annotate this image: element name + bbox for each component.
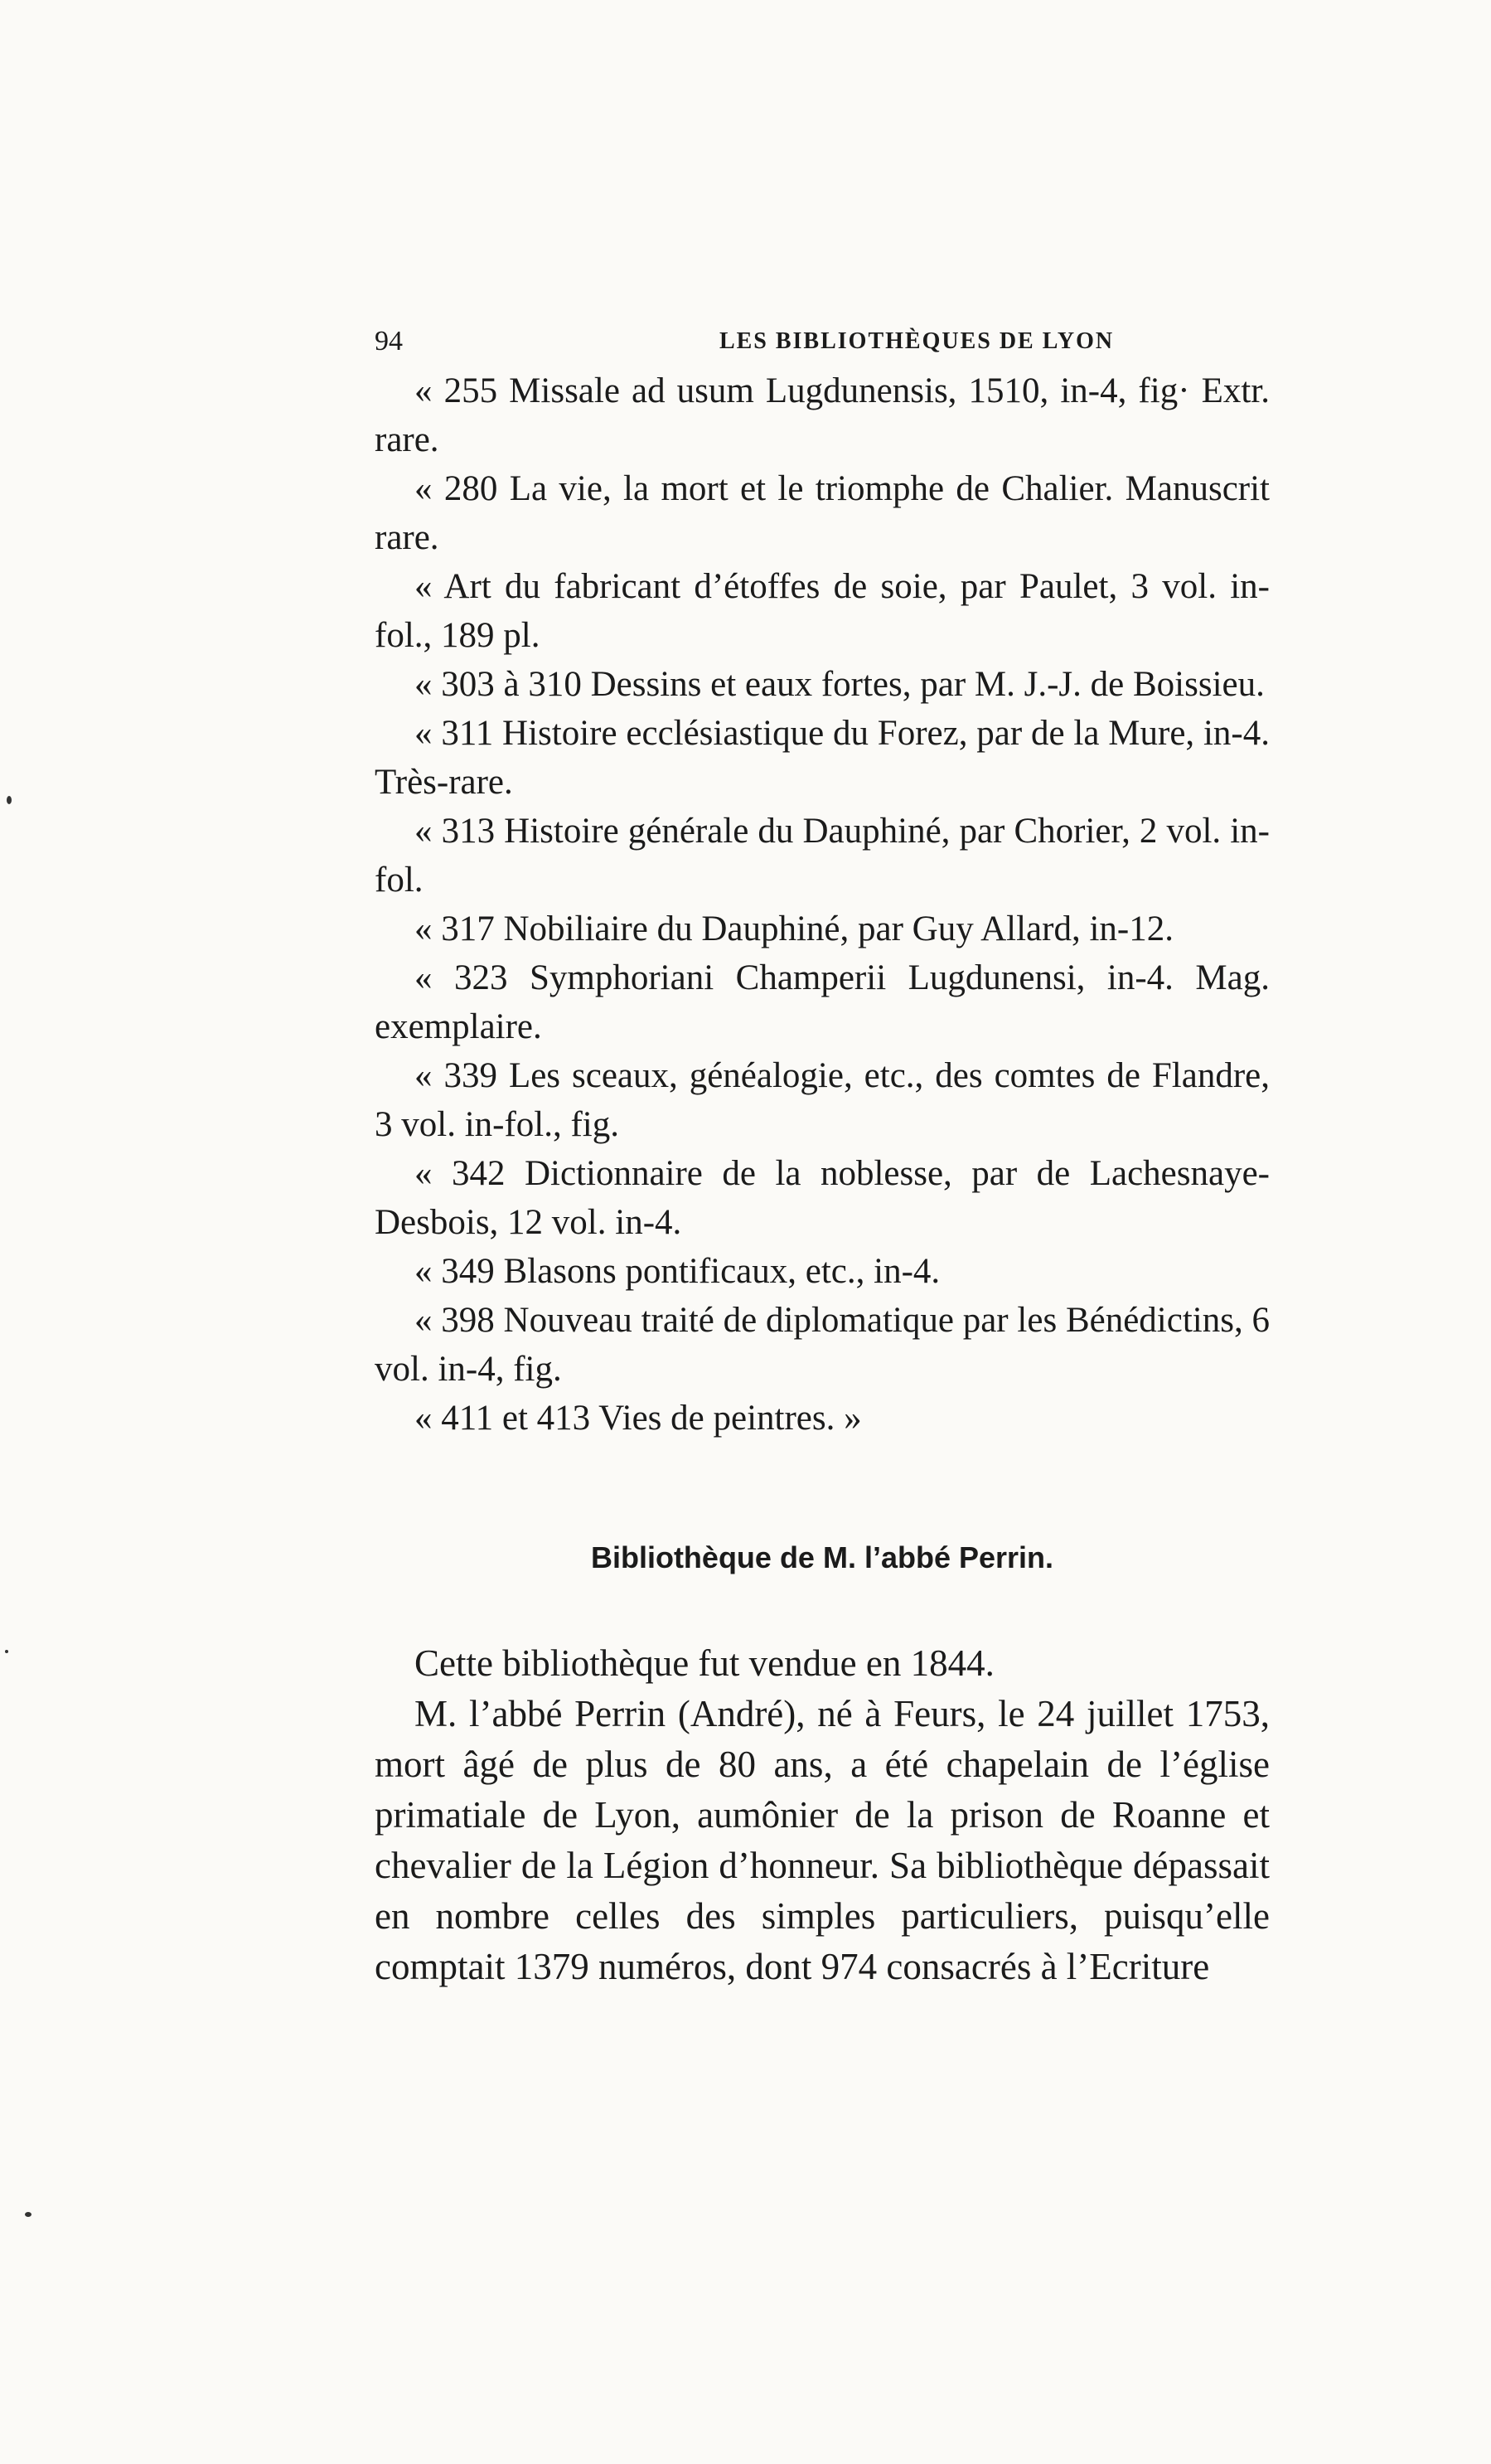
catalogue-entry: « 255 Missale ad usum Lugdunensis, 1510, in-4, fig· Extr. rare. [375,371,1270,459]
catalogue-entry: « 311 Histoire ecclésiastique du Forez, par de la Mure, in-4. Très-rare. [375,714,1270,802]
ink-speck [7,796,12,804]
catalogue-entry: « 313 Histoire générale du Dauphiné, par Chorier, 2 vol. in-fol. [375,812,1270,900]
catalogue-entry: « Art du fabricant d’étoffes de soie, par Paulet, 3 vol. in-fol., 189 pl. [375,567,1270,655]
ink-speck [25,2212,31,2217]
body-text [375,1638,1270,1992]
body-paragraph: M. l’abbé Perrin (André), né à Feurs, le 24 juillet 1753, mort âgé de plus de 80 ans, a été chapelain de l’église primatiale de Lyon, aumônier de la prison de Roanne et chevalier de la Légion d’honneur. Sa bibliothèque dépassait en nombre celles des simples particuliers, puisqu’elle comptait 1379 numéros, dont 974 consacrés à l’Ecriture [375,1693,1270,1987]
section-heading: Bibliothèque de M. l’abbé Perrin. [590,1540,1054,1574]
catalogue-entry: « 339 Les sceaux, généalogie, etc., des comtes de Flandre, 3 vol. in-fol., fig. [375,1056,1270,1144]
catalogue-entry: « 317 Nobiliaire du Dauphiné, par Guy Allard, in-12. [414,909,1174,948]
catalogue-entries [375,366,1270,1443]
catalogue-entry: « 398 Nouveau traité de diplomatique par les Bénédictins, 6 vol. in-4, fig. [375,1301,1270,1389]
page-number: 94 [375,326,403,357]
running-head: LES BIBLIOTHÈQUES DE LYON [719,328,1115,354]
ink-speck [5,1650,8,1653]
catalogue-entry: « 323 Symphoriani Champerii Lugdunensi, in-4. Mag. exemplaire. [375,958,1270,1046]
catalogue-entry: « 303 à 310 Dessins et eaux fortes, par M. J.-J. de Boissieu. [414,665,1265,704]
catalogue-entry: « 342 Dictionnaire de la noblesse, par de Lachesnaye-Desbois, 12 vol. in-4. [375,1154,1270,1242]
catalogue-entry: « 411 et 413 Vies de peintres. » [414,1399,862,1438]
catalogue-entry: « 349 Blasons pontificaux, etc., in-4. [414,1252,941,1291]
body-paragraph: Cette bibliothèque fut vendue en 1844. [414,1642,995,1684]
page-header [375,322,1270,361]
catalogue-entry: « 280 La vie, la mort et le triomphe de Chalier. Manuscrit rare. [375,469,1270,557]
